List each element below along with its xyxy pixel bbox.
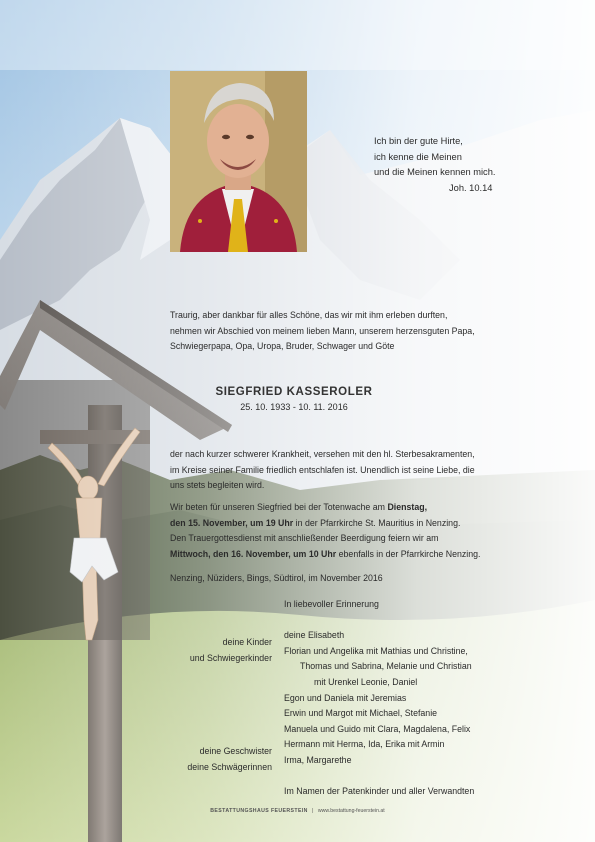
- children-line: Erwin und Margot mit Michael, Stefanie: [284, 708, 438, 719]
- footer-separator: |: [312, 808, 314, 814]
- quote-line: Ich bin der gute Hirte,: [374, 136, 463, 146]
- quote-line: und die Meinen kennen mich.: [374, 167, 496, 177]
- mourners-spacer: [284, 613, 474, 629]
- sibling-line: Hermann mit Herma, Ida, Erika mit Armin: [284, 739, 445, 750]
- passing-line: der nach kurzer schwerer Krankheit, versehen mit den hl. Sterbesakramenten,: [170, 449, 475, 459]
- footer: [0, 808, 595, 814]
- mourner-label: deine Kinder: [222, 637, 272, 647]
- intro-line: nehmen wir Abschied von meinem lieben Mann, unserem herzensguten Papa,: [170, 325, 475, 336]
- label-spacer: [120, 666, 272, 744]
- intro-paragraph: [170, 308, 540, 355]
- intro-line: Schwiegerpapa, Opa, Uropa, Bruder, Schwager und Göte: [170, 341, 395, 352]
- passing-line: uns stets begleiten wird.: [170, 480, 265, 491]
- deceased-name: SIEGFRIED KASSEROLER: [215, 386, 373, 398]
- life-dates: 25. 10. 1933 - 10. 11. 2016: [240, 402, 348, 412]
- bible-quote: [374, 134, 495, 196]
- children-line: Egon und Daniela mit Jeremias: [284, 692, 407, 703]
- service-line: den 15. November, um 19 Uhr in der Pfarrkirche St. Mauritius in Nenzing.: [170, 517, 461, 528]
- children-line: Florian und Angelika mit Mathias und Christine,: [284, 645, 468, 656]
- wake-date-time: den 15. November, um 19 Uhr: [170, 517, 294, 528]
- service-line: Den Trauergottesdienst mit anschließender Beerdigung feiern wir am: [170, 533, 439, 544]
- mourner-label: deine Geschwister: [199, 746, 272, 757]
- mourners-spacer: [284, 769, 474, 785]
- wake-day: Dienstag,: [387, 502, 428, 512]
- mourner-labels: [120, 635, 272, 775]
- children-line: mit Urenkel Leonie, Daniel: [314, 676, 418, 687]
- mourner-label: deine Schwägerinnen: [187, 761, 272, 772]
- portrait-photo: [170, 71, 307, 252]
- quote-line: ich kenne die Meinen: [374, 151, 462, 162]
- intro-line: Traurig, aber dankbar für alles Schöne, das wir mit ihm erleben durften,: [170, 310, 448, 320]
- place-date: Nenzing, Nüziders, Bings, Südtirol, im November 2016: [170, 573, 383, 583]
- passing-line: im Kreise seiner Familie friedlich entschlafen ist. Unendlich ist seine Liebe, die: [170, 464, 475, 475]
- service-line: Mittwoch, den 16. November, um 10 Uhr ebenfalls in der Pfarrkirche Nenzing.: [170, 548, 481, 559]
- children-line: Manuela und Guido mit Clara, Magdalena, Felix: [284, 723, 471, 734]
- service-paragraph: [170, 500, 540, 562]
- funeral-date-time: Mittwoch, den 16. November, um 10 Uhr: [170, 548, 337, 559]
- sibling-line: Irma, Margarethe: [284, 754, 352, 765]
- children-line: Thomas und Sabrina, Melanie und Christian: [300, 661, 472, 672]
- mourner-label: und Schwiegerkinder: [189, 652, 272, 663]
- spouse-line: deine Elisabeth: [284, 630, 345, 641]
- funeral-home-website[interactable]: www.bestattung-feuerstein.at: [317, 808, 385, 814]
- passing-paragraph: [170, 447, 540, 494]
- mourners-heading: In liebevoller Erinnerung: [284, 599, 379, 609]
- mourners-list: [284, 597, 474, 800]
- quote-reference: Joh. 10.14: [449, 182, 493, 193]
- closing-line: Im Namen der Patenkinder und aller Verwandten: [284, 786, 475, 797]
- funeral-home-name: BESTATTUNGSHAUS FEUERSTEIN: [210, 808, 308, 814]
- service-line: Wir beten für unseren Siegfried bei der Totenwache am Dienstag,: [170, 502, 428, 512]
